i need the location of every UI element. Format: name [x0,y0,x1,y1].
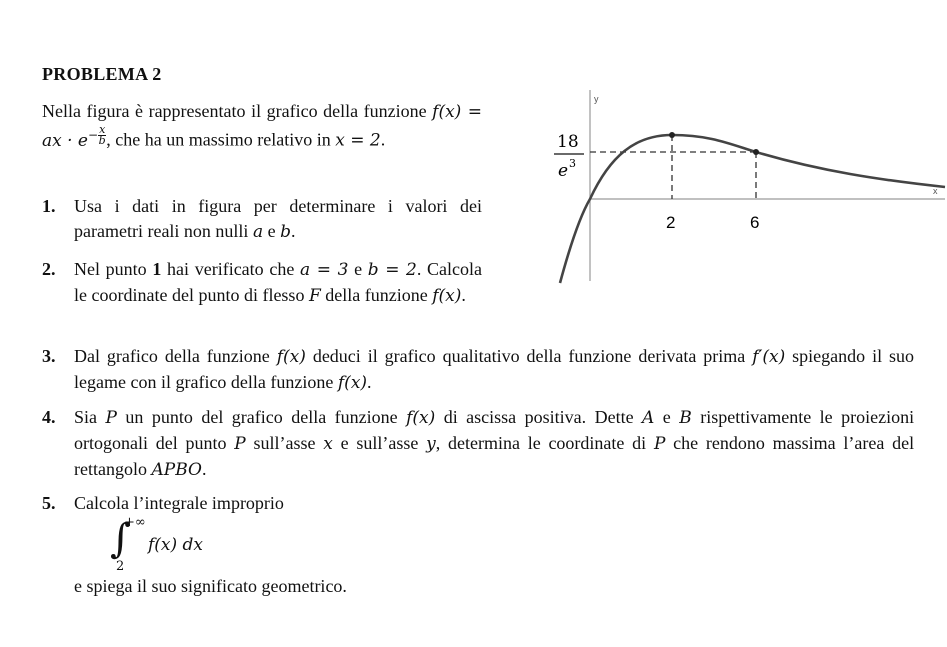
question-number: 1. [42,196,56,216]
question-5: 5. Calcola l’integrale improprio [42,491,482,516]
x-tick-label-6: 6 [750,213,760,232]
integral-lower-limit: 2 [116,559,125,574]
x-axis-label: x [933,186,938,196]
question-1: 1. Usa i dati in figura per determinare i valori dei parametri reali non nulli a e b. [42,196,482,242]
intro-paragraph: Nella figura è rappresentato il grafico della funzione f(x) = ax · e− $\frac{x}{b}$ , che ha un massimo relativo in x = 2. [42,101,483,151]
intro-text-1: Nella figura è rappresentato il grafico della funzione [42,101,427,121]
x-tick-label-2: 2 [666,213,676,232]
point-x6 [753,149,759,155]
integrand: f(x) dx [148,535,204,555]
max-point [669,132,675,138]
y-axis-label: y [594,94,599,104]
y-label-den-exp: 3 [569,157,576,170]
question-number: 5. [42,493,56,513]
integral-sign: ∫ [110,516,131,562]
question-2: 2. Nel punto 1 hai verificato che a = 3 e b = 2. Calcola le coordinate del punto di flesso F della funzione f(x). [42,259,483,306]
integral-upper-limit: +∞ [124,515,146,530]
intro-text-2: , che ha un massimo relativo in [106,129,331,150]
problem-title: PROBLEMA 2 [42,64,162,84]
question-number: 4. [42,407,56,427]
function-graph [540,86,947,291]
y-label-numerator: 18 [557,132,579,152]
question-number: 2. [42,259,56,279]
question-number: 3. [42,346,56,366]
function-formula: f(x) = ax · e− $\frac{x}{b}$ [42,102,483,151]
improper-integral [110,515,310,575]
question-5-continuation: e spiega il suo significato geometrico. [74,576,347,596]
max-x-value: x = 2 [335,130,381,151]
function-curve [560,135,945,283]
question-3: 3. Dal grafico della funzione f(x) deduci il grafico qualitativo della funzione derivata prima f′(x) spiegando il suo legame con il grafico della funzione f(x). [42,346,915,393]
question-4: 4. Sia P un punto del grafico della funzione f(x) di ascissa positiva. Dette A e B rispettivamente le proiezioni ortogonali del punto P sull’asse x e sull’asse y, determina le coordinate di P che rendono massima l’area del rettangolo APBO. [42,407,915,480]
y-label-den-base: e [558,161,569,181]
